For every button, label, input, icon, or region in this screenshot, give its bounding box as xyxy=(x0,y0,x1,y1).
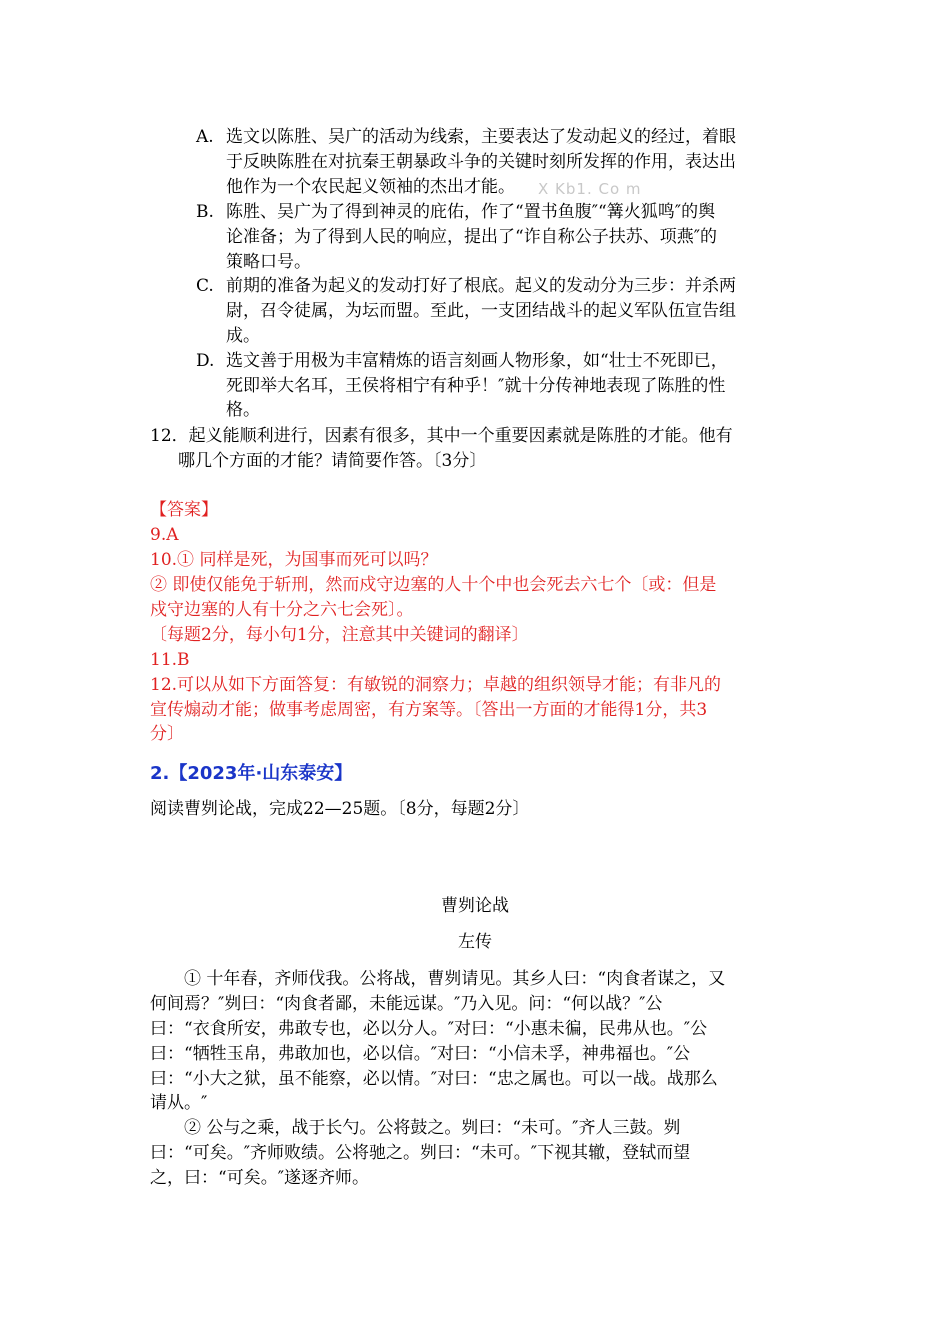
paragraph-1-line-4: 曰：“牺牲玉帛，弗敢加也，必以信。″对曰：“小信未孚，神弗福也。″公 xyxy=(150,1044,691,1064)
option-b-line-3: 策略口号。 xyxy=(226,252,311,272)
option-b-line-2: 论准备；为了得到人民的响应，提出了“诈自称公子扶苏、项燕″的 xyxy=(226,227,718,247)
answer-12b: 宣传煽动才能；做事考虑周密，有方案等。〔答出一方面的才能得1分，共3 xyxy=(150,700,708,720)
option-c-line-2: 尉，召令徒属，为坛而盟。至此，一支团结战斗的起义军队伍宣告组 xyxy=(226,301,736,321)
option-d-line-2: 死即举大名耳，王侯将相宁有种乎！″就十分传神地表现了陈胜的性 xyxy=(226,376,726,396)
watermark: X Kb1. Co m xyxy=(538,180,642,198)
option-c-line-1: 前期的准备为起义的发动打好了根底。起义的发动分为三步：并杀两 xyxy=(226,276,736,296)
option-d-label: D. xyxy=(196,351,215,371)
paragraph-1-line-5: 曰：“小大之狱，虽不能察，必以情。″对曰：“忠之属也。可以一战。战那么 xyxy=(150,1069,718,1089)
section-instruction: 阅读曹刿论战，完成22—25题。〔8分，每题2分〕 xyxy=(150,799,530,819)
paragraph-1-line-6: 请从。″ xyxy=(150,1093,208,1113)
answer-12a: 12.可以从如下方面答复：有敏锐的洞察力；卓越的组织领导才能；有非凡的 xyxy=(150,675,722,695)
question-12-line-1: 12．起义能顺利进行，因素有很多，其中一个重要因素就是陈胜的才能。他有 xyxy=(150,426,733,446)
option-b-label: B. xyxy=(196,202,214,222)
option-c-line-3: 成。 xyxy=(226,326,260,346)
option-a-label: A. xyxy=(196,127,214,147)
answer-header: 【答案】 xyxy=(150,500,218,520)
option-a-line-1: 选文以陈胜、吴广的活动为线索，主要表达了发动起义的经过，着眼 xyxy=(226,127,736,147)
answer-12c: 分〕 xyxy=(150,724,184,744)
paragraph-1-line-3: 曰：“衣食所安，弗敢专也，必以分人。″对曰：“小惠未徧，民弗从也。″公 xyxy=(150,1019,708,1039)
option-b-line-1: 陈胜、吴广为了得到神灵的庇佑，作了“置书鱼腹″“篝火狐鸣″的舆 xyxy=(226,202,716,222)
passage-title: 曹刿论战 xyxy=(441,896,509,916)
option-a-line-3: 他作为一个农民起义领袖的杰出才能。 xyxy=(226,177,515,197)
question-12-line-2: 哪几个方面的才能？请简要作答。〔3分〕 xyxy=(178,451,487,471)
passage-author: 左传 xyxy=(458,932,492,952)
option-a-line-2: 于反映陈胜在对抗秦王朝暴政斗争的关键时刻所发挥的作用，表达出 xyxy=(226,152,736,172)
option-d-line-1: 选文善于用极为丰富精炼的语言刻画人物形象，如“壮士不死即已， xyxy=(226,351,728,371)
paragraph-1-line-2: 何间焉？″刿曰：“肉食者鄙，未能远谋。″乃入见。问：“何以战？″公 xyxy=(150,994,663,1014)
option-c-label: C. xyxy=(196,276,214,296)
section-heading: 2.【2023年·山东泰安】 xyxy=(150,763,353,784)
paragraph-2-line-3: 之，曰：“可矣。″遂逐齐师。 xyxy=(150,1168,370,1188)
answer-11: 11.B xyxy=(150,650,190,670)
paragraph-2-line-2: 曰：“可矣。″齐师败绩。公将驰之。刿曰：“未可。″下视其辙，登轼而望 xyxy=(150,1143,691,1163)
paragraph-1-line-1: ① 十年春，齐师伐我。公将战，曹刿请见。其乡人曰：“肉食者谋之，又 xyxy=(184,969,726,989)
option-d-line-3: 格。 xyxy=(226,400,260,420)
paragraph-2-line-1: ② 公与之乘，战于长勺。公将鼓之。刿曰：“未可。″齐人三鼓。刿 xyxy=(184,1118,681,1138)
answer-10-2a: ② 即使仅能免于斩刑，然而戍守边塞的人十个中也会死去六七个〔或：但是 xyxy=(150,575,717,595)
answer-9: 9.A xyxy=(150,525,179,545)
answer-10-note: 〔每题2分，每小句1分，注意其中关键词的翻译〕 xyxy=(150,625,529,645)
answer-10-1: 10.① 同样是死，为国事而死可以吗？ xyxy=(150,550,438,570)
answer-10-2b: 戍守边塞的人有十分之六七会死〕。 xyxy=(150,600,414,620)
